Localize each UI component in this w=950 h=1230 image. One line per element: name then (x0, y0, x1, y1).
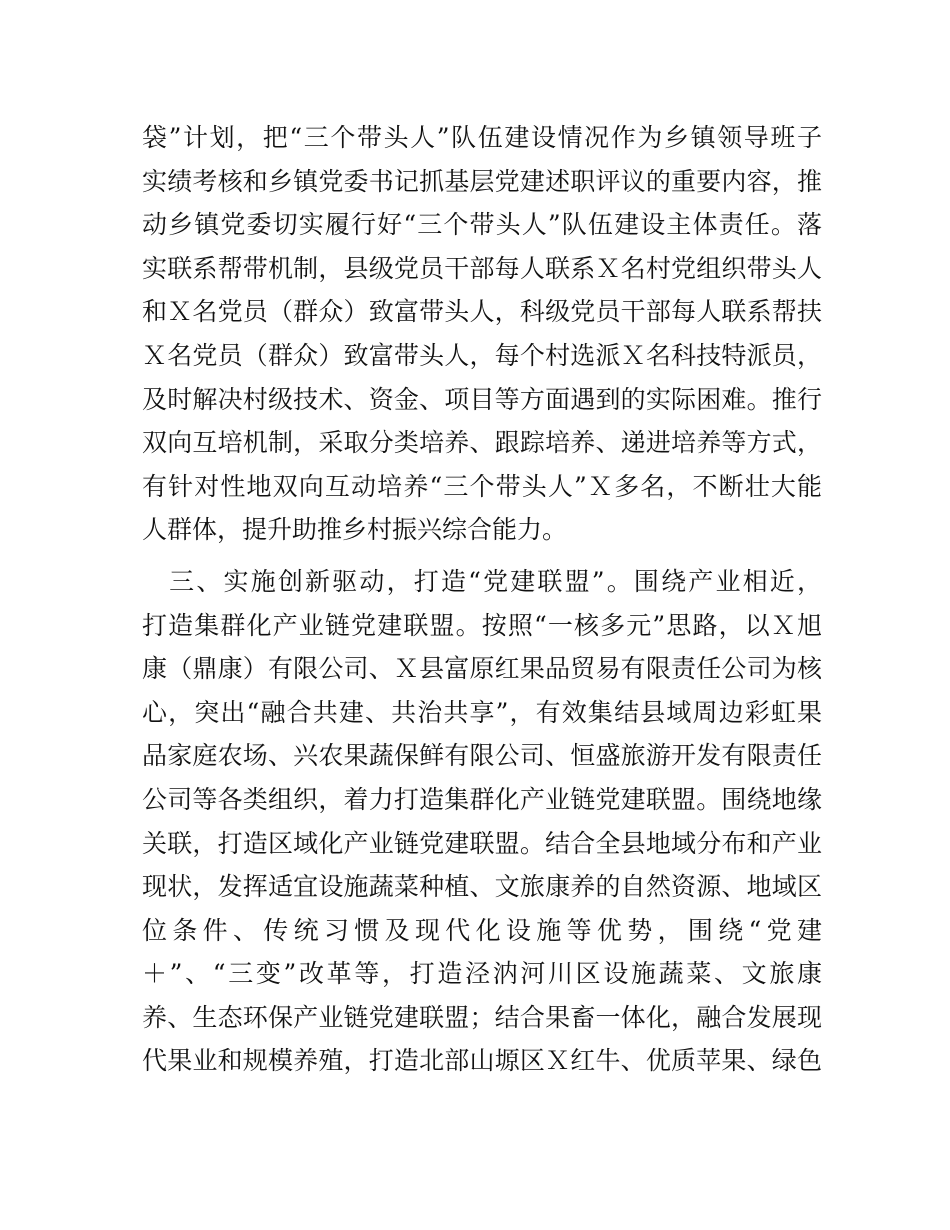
text-line: 及时解决村级技术、资金、项目等方面遇到的实际困难。推行 (142, 384, 822, 414)
text-line: ＋”、“三变”改革等，打造泾汭河川区设施蔬菜、文旅康 (142, 959, 822, 989)
text-line: 双向互培机制，采取分类培养、跟踪培养、递进培养等方式， (142, 428, 822, 458)
paragraph-2 (142, 560, 822, 1083)
text-line: 公司等各类组织，着力打造集群化产业链党建联盟。围绕地缘 (142, 784, 822, 814)
text-line: 打造集群化产业链党建联盟。按照“一核多元”思路，以Ｘ旭 (142, 610, 822, 640)
text-line: Ｘ名党员（群众）致富带头人，每个村选派Ｘ名科技特派员， (142, 340, 822, 370)
text-line: 有针对性地双向互动培养“三个带头人”Ｘ多名，不断壮大能 (142, 471, 822, 501)
text-line: 关联，打造区域化产业链党建联盟。结合全县地域分布和产业 (142, 828, 822, 858)
paragraph-gap (142, 552, 822, 560)
text-line: 代果业和规模养殖，打造北部山塬区Ｘ红牛、优质苹果、绿色 (142, 1046, 822, 1076)
text-line: 位条件、传统习惯及现代化设施等优势，围绕“党建 (142, 915, 822, 945)
text-line: 人群体，提升助推乡村振兴综合能力。 (142, 515, 568, 545)
text-line: 康（鼎康）有限公司、Ｘ县富原红果品贸易有限责任公司为核 (142, 654, 822, 684)
body-text (142, 116, 822, 1083)
text-line: 三、实施创新驱动，打造“党建联盟”。围绕产业相近， (142, 566, 822, 596)
text-line: 动乡镇党委切实履行好“三个带头人”队伍建设主体责任。落 (142, 210, 822, 240)
text-line: 和Ｘ名党员（群众）致富带头人，科级党员干部每人联系帮扶 (142, 297, 822, 327)
paragraph-1 (142, 116, 822, 552)
text-line: 袋”计划，把“三个带头人”队伍建设情况作为乡镇领导班子 (142, 123, 822, 152)
text-line: 心，突出“融合共建、共治共享”，有效集结县域周边彩虹果 (142, 697, 822, 727)
text-line: 养、生态环保产业链党建联盟；结合果畜一体化，融合发展现 (142, 1002, 822, 1032)
text-line: 品家庭农场、兴农果蔬保鲜有限公司、恒盛旅游开发有限责任 (142, 741, 822, 771)
text-line: 实联系帮带机制，县级党员干部每人联系Ｘ名村党组织带头人 (142, 253, 822, 283)
text-line: 现状，发挥适宜设施蔬菜种植、文旅康养的自然资源、地域区 (142, 872, 822, 902)
text-line: 实绩考核和乡镇党委书记抓基层党建述职评议的重要内容，推 (142, 166, 822, 196)
